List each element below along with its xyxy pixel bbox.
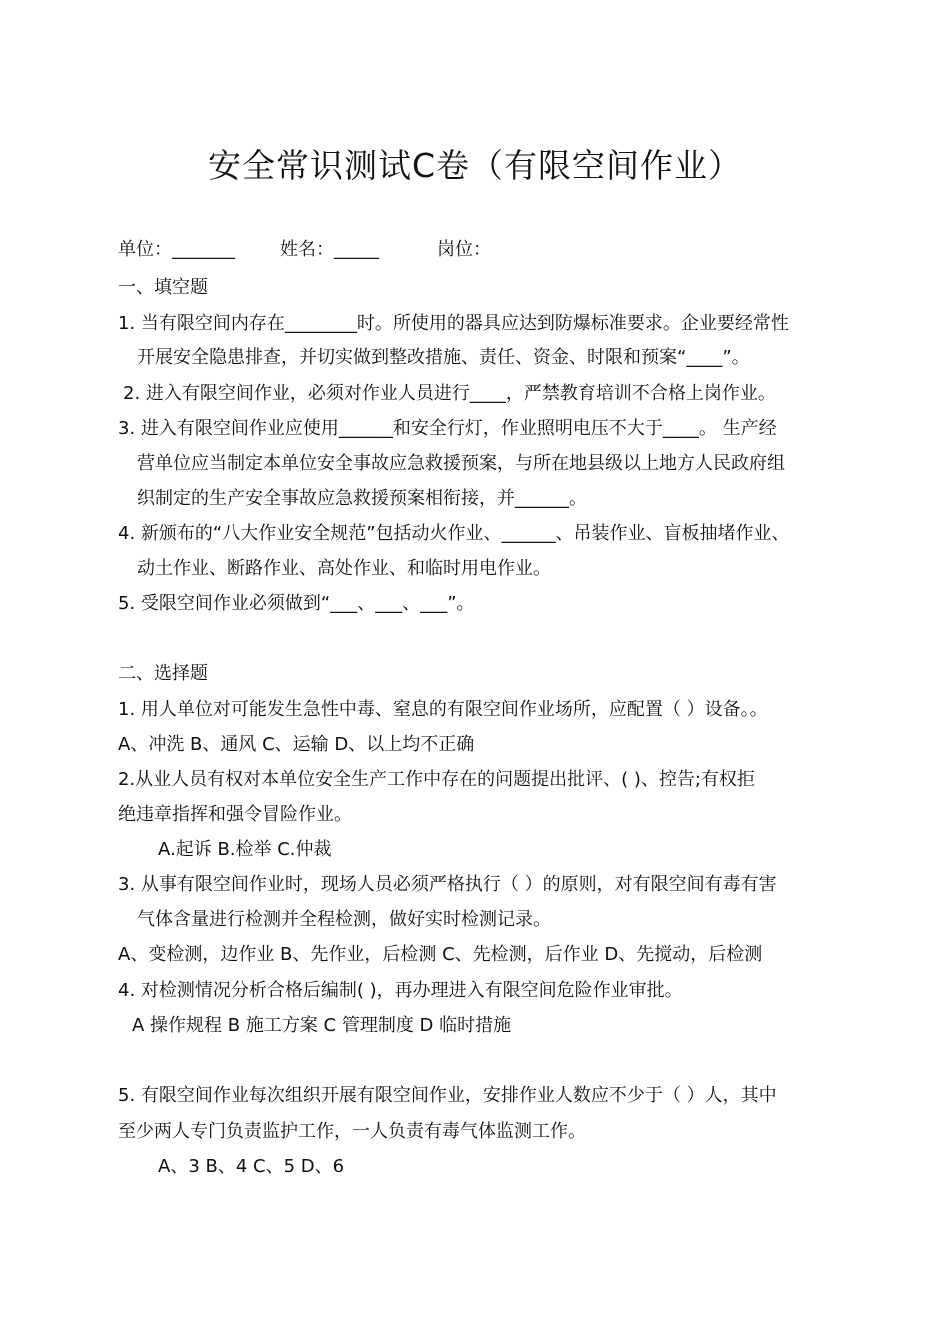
section-heading-fill-blank: 一、填空题 [118,277,208,298]
question-line: 5. 受限空间作业必须做到“___、___、___”。 [118,593,475,614]
unit-field: 单位：_______ [118,239,235,260]
question-line: 动土作业、断路作业、高处作业、和临时用电作业。 [137,558,551,579]
question-line: 2.从业人员有权对本单位安全生产工作中存在的问题提出批评、( )、控告;有权拒 [118,769,756,790]
options-line: A、变检测，边作业 B、先作业，后检测 C、先检测，后作业 D、先搅动，后检测 [118,944,763,965]
question-line: 2. 进入有限空间作业，必须对作业人员进行____，严禁教育培训不合格上岗作业。 [123,383,776,404]
question-line: 3. 进入有限空间作业应使用______和安全行灯，作业照明电压不大于____。 生产经 [118,418,777,439]
options-line: A.起诉 B.检举 C.仲裁 [158,839,332,860]
question-line: 织制定的生产安全事故应急救援预案相衔接，并______。 [137,488,587,509]
question-line: 绝违章指挥和强令冒险作业。 [118,804,352,825]
options-line: A 操作规程 B 施工方案 C 管理制度 D 临时措施 [132,1015,512,1036]
section-heading-choice: 二、选择题 [118,663,208,684]
question-line: 营单位应当制定本单位安全事故应急救援预案，与所在地县级以上地方人民政府组 [137,453,785,474]
page-title: 安全常识测试C卷（有限空间作业） [207,146,743,185]
question-line: 开展安全隐患排查，并切实做到整改措施、责任、资金、时限和预案“____”。 [137,347,750,368]
options-line: A、3 B、4 C、5 D、6 [158,1156,345,1177]
question-line: 5. 有限空间作业每次组织开展有限空间作业，安排作业人数应不少于（ ）人，其中 [118,1085,777,1106]
question-line: 气体含量进行检测并全程检测，做好实时检测记录。 [137,909,551,930]
options-line: A、冲洗 B、通风 C、运输 D、以上均不正确 [118,734,475,755]
question-line: 4. 对检测情况分析合格后编制( )，再办理进入有限空间危险作业审批。 [118,980,683,1001]
question-line: 3. 从事有限空间作业时，现场人员必须严格执行（ ）的原则，对有限空间有毒有害 [118,874,777,895]
post-field: 岗位： [437,239,491,260]
question-line: 1. 用人单位对可能发生急性中毒、窒息的有限空间作业场所，应配置（ ）设备。。 [118,699,768,720]
question-line: 1. 当有限空间内存在________时。所使用的器具应达到防爆标准要求。企业要经常性 [118,313,789,334]
question-line: 4. 新颁布的“八大作业安全规范”包括动火作业、______、吊装作业、盲板抽堵作业、 [118,523,790,544]
question-line: 至少两人专门负责监护工作，一人负责有毒气体监测工作。 [118,1121,586,1142]
name-field: 姓名：_____ [280,239,379,260]
